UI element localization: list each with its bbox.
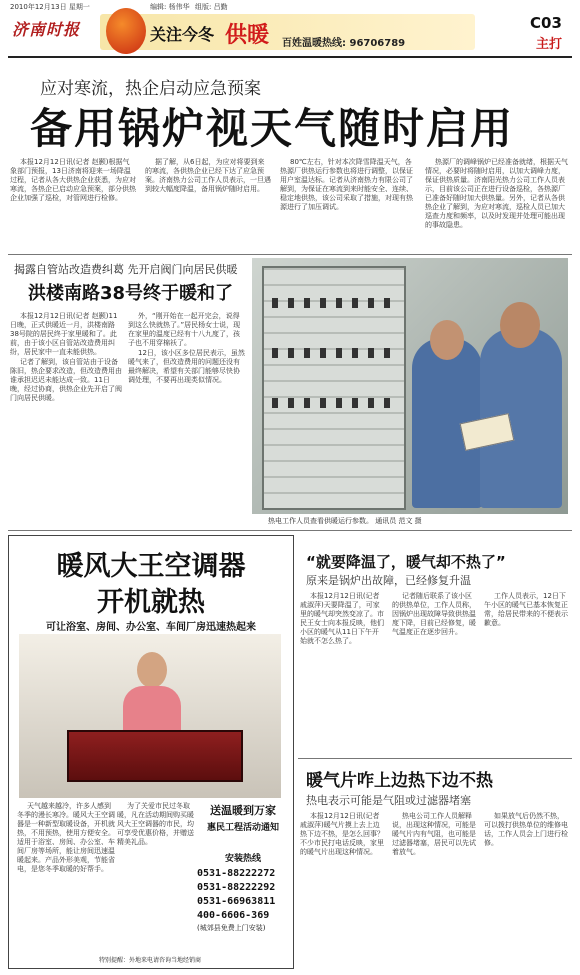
story3-deck: 原来是锅炉出故障，已经修复升温 xyxy=(306,574,471,587)
lead-paragraph: 本报12月12日讯(记者 赵颢)根据气象部门预报，13日济南将迎来一场降温过程，记者从各大供热企业获悉，为应对寒流，各热企已启动应急预案，部分供热企业加强了巡检，对管网进行检修。 xyxy=(10,158,136,202)
layout-credit: 组版: 吕勤 xyxy=(195,3,228,11)
editor-credit: 编辑: 杨伟华 xyxy=(150,3,190,11)
story2-paragraph: 外，“刚开始在一起开完会，说得到这么快就热了。”居民杨女士说，现在家里的温度已经有十八九度了，孩子也不用穿棉袄了。 xyxy=(128,312,241,347)
masthead xyxy=(0,0,580,60)
ad-hotline-note: (城郊县免费上门安装) xyxy=(197,924,266,932)
header-divider xyxy=(8,56,572,58)
gauge-row xyxy=(272,348,392,358)
lead-headline: 备用锅炉视天气随时启用 xyxy=(30,104,515,153)
story4-headline: 暖气片咋上边热下边不热 xyxy=(306,771,493,791)
photo-caption: 热电工作人员查看供暖运行参数。 通讯员 范文 摄 xyxy=(268,517,422,525)
story2-column-2 xyxy=(128,312,246,498)
lead-paragraph: 据了解，从6日起，为应对将要到来的寒流，各供热企业已经下达了应急预案。济南热力公司工作人员表示，一旦遇到较大幅度降温，备用锅炉随时启用。 xyxy=(145,158,271,193)
ad-phone: 400-6606-369 xyxy=(197,910,270,921)
worker-head xyxy=(430,320,464,360)
ad-title-line2: 开机就热 xyxy=(97,587,205,618)
section-divider xyxy=(8,254,572,255)
ad-hotline-label: 安装热线 xyxy=(224,854,261,864)
worker-head xyxy=(500,302,540,348)
story2-headline: 洪楼南路38号终于暖和了 xyxy=(28,283,234,304)
story3-headline: “就要降温了，暖气却不热了” xyxy=(306,553,506,571)
page-section-label: 主打 xyxy=(536,37,563,52)
story3-paragraph: 记者随后联系了该小区的供热单位，工作人员称，因锅炉出现故障导致供热温度下降，目前已经修复，暖气温度正在逐步回升。 xyxy=(392,592,476,636)
story4-column-1 xyxy=(300,812,384,968)
lead-column-4 xyxy=(425,158,570,250)
ad-model-head xyxy=(137,652,167,688)
lead-kicker: 应对寒流，热企启动应急预案 xyxy=(40,79,261,99)
story3-paragraph: 工作人员表示，12日下午小区的暖气已基本恢复正常，给居民带来的不便表示歉意。 xyxy=(484,592,568,627)
newspaper-logo: 济南时报 xyxy=(12,20,81,39)
ad-dealer: 特别提醒：外地来电请咨询当地经销商 xyxy=(99,957,202,964)
ad-phone: 0531-88222292 xyxy=(197,882,276,893)
story3-column-3 xyxy=(484,592,570,752)
story2-paragraph: 12日，该小区多位居民表示，虽然暖气来了，但改造费用的问题还没有最终解决，希望有关部门能够尽快协调处理，不要再出现类似情况。 xyxy=(128,349,245,384)
lead-column-3 xyxy=(280,158,418,250)
gauge-row xyxy=(272,298,392,308)
ad-body xyxy=(17,802,115,962)
story4-deck: 热电表示可能是气阻或过滤器堵塞 xyxy=(306,794,471,807)
story3-column-2 xyxy=(392,592,476,752)
story4-paragraph: 如果放气后仍然不热，可以拨打供热单位的维修电话，工作人员会上门进行检修。 xyxy=(484,812,568,847)
ad-phone: 0531-88222272 xyxy=(197,868,276,879)
section-divider xyxy=(298,758,572,759)
ad-subtitle: 可让浴室、房间、办公室、车间厂房迅速热起来 xyxy=(46,622,256,633)
ad-notice xyxy=(197,802,289,964)
ad-heater-product xyxy=(67,730,243,782)
story4-column-3 xyxy=(484,812,570,968)
ad-notice-text: 为了关爱市民过冬取暖，凡在活动期间购买暖风大王空调器的市民，均可享受优惠价格，并赠送精美礼品。 xyxy=(117,802,194,846)
hotline-text: 百姓温暖热线: 96706789 xyxy=(282,38,406,49)
ad-notice-title: 送温暖到万家 xyxy=(210,804,276,817)
story3-column-1 xyxy=(300,592,384,752)
lead-paragraph: 80℃左右，针对本次降雪降温天气，各热源厂供热运行参数也将进行调整，以保证用户室温达标。记者从济南热力有限公司了解到，为保证在寒流到来时能安全、连续、稳定地供热，该公司采取了措施，对现有热源进行了加压调试。 xyxy=(280,158,413,211)
ad-block xyxy=(8,535,294,969)
lead-paragraph: 热源厂的调峰锅炉已经准备就绪，根据天气情况，必要时将随时启用，以加大调峰力度，保证供热质量。济南阳光热力公司工作人员表示，目前该公司正在进行设备巡检，各热源厂已准备好随时加大供热量。另外，记者从各供热企业了解到，为应对寒流，巡检人员已加大巡查力度和频率，以及时发现并处理可能出现的事故隐患。 xyxy=(425,158,568,229)
story2-paragraph: 本报12月12日讯(记者 赵颢)11日晚，正式供暖近一月，洪楼南路38号院的居民终于家里暖和了。此前，由于该小区自管站改造费用纠纷，居民家中一直未能供热。 xyxy=(10,312,118,356)
story3-paragraph: 本报12月12日讯(记者 戚淑萍)天要降温了，可家里的暖气却突然变凉了。市民王女士向本报反映，他们小区的暖气从11日下午开始就不怎么热了。 xyxy=(300,592,384,645)
date-line: 2010年12月13日 星期一 xyxy=(10,3,90,11)
story2-photo xyxy=(252,258,568,514)
lead-column-2 xyxy=(145,158,271,250)
campaign-label: 关注今冬 xyxy=(150,25,215,44)
gauge-row xyxy=(272,398,392,408)
page-code: C03 xyxy=(530,14,562,32)
story2-kicker: 揭露自管站改造费纠葛 先开启阀门向居民供暖 xyxy=(14,263,238,276)
story4-paragraph: 热电公司工作人员解释说，出现这种情况，可能是暖气片内有气阻，也可能是过滤器堵塞，居民可以先试着放气。 xyxy=(392,812,476,856)
ad-notice-sub: 惠民工程活动通知 xyxy=(206,823,279,833)
story4-column-2 xyxy=(392,812,476,968)
ad-body-2 xyxy=(117,802,195,962)
lantern-icon xyxy=(106,8,146,54)
campaign-big: 供暖 xyxy=(225,23,270,48)
story2-paragraph: 记者了解到，该自管站由于设备陈旧，热企要求改造，但改造费用由谁承担迟迟未能达成一致。11日晚，经过协商，供热企业先开启了阀门向居民供暖。 xyxy=(10,358,122,402)
lead-column-1 xyxy=(10,158,136,250)
ad-phone: 0531-66963811 xyxy=(197,896,276,907)
section-divider xyxy=(8,530,572,531)
ad-model-body xyxy=(123,686,181,736)
ad-photo xyxy=(19,634,281,798)
story2-column-1 xyxy=(10,312,122,498)
campaign-banner xyxy=(100,14,475,50)
ad-title-line1: 暖风大王空调器 xyxy=(56,551,246,582)
ad-body-text: 天气越来越冷，许多人感到冬季的漫长寒冷。暖风大王空调器是一种新型取暖设备，开机就热，不用预热，使用方便安全。适用于浴室、房间、办公室、车间厂房等场所，能让房间迅速温暖起来。产品外形美观，节能省电，是您冬季取暖的好帮手。 xyxy=(17,802,115,873)
story4-paragraph: 本报12月12日讯(记者 戚淑萍)暖气片摸上去上边热下边不热，是怎么回事？不少市民打电话反映，家里的暖气片出现这种情况。 xyxy=(300,812,384,856)
